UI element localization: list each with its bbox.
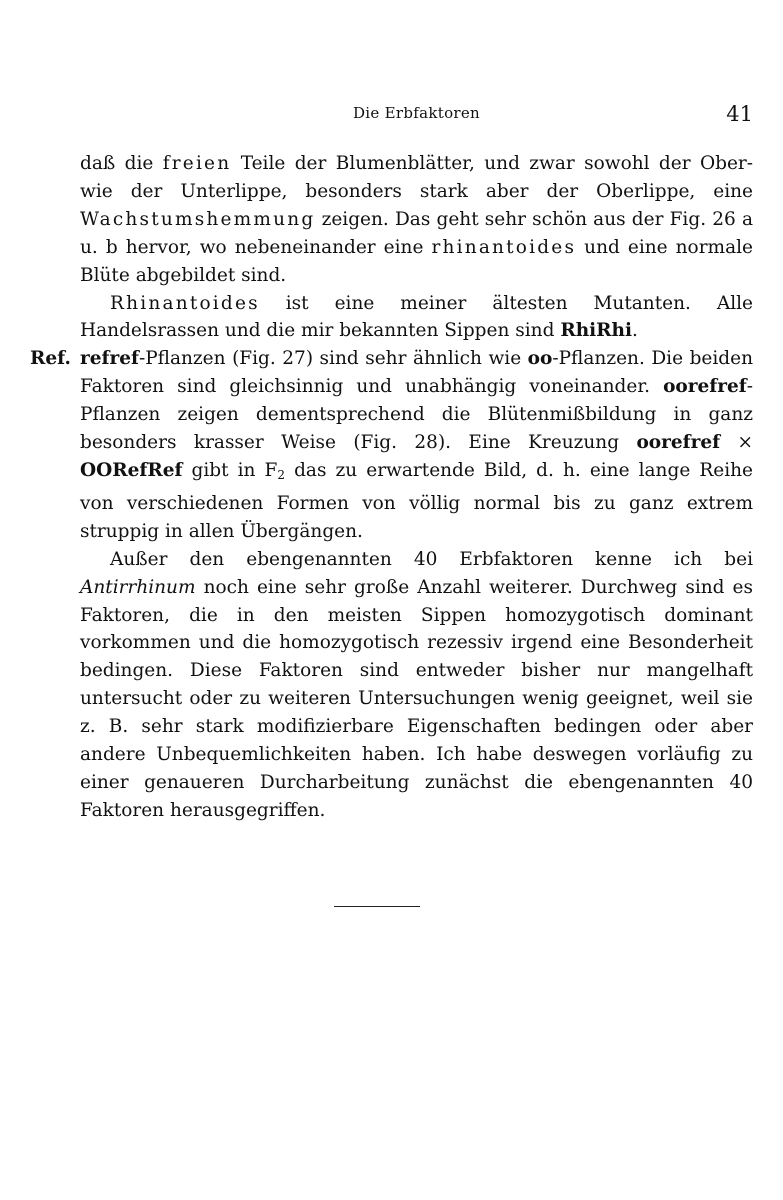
spaced-term: freien [162,153,232,174]
spaced-term: Wachstumshemmung [80,208,316,230]
text-run: daß die [80,153,163,174]
text-run: Teile der Blumenblätter, und zwar sowohl der Ober- wie der Unterlippe, besonders stark aber der Oberlippe, eine [80,153,753,202]
text-run: gibt in F [182,459,278,481]
text-run: das zu erwartende Bild, d. h. eine lange Reihe von verschiedenen Formen von völlig normal bis zu ganz extrem struppig in allen Übergängen. [80,459,753,542]
end-rule [334,906,420,907]
cross-sign: × [720,432,753,454]
text-run: -Pflanzen zeigen dementsprechend die Blütenmißbildung in ganz besonders krasser Weise (Fig. 28). Eine Kreuzung [80,376,753,454]
paragraph-2 [80,290,753,346]
body-text [30,150,753,825]
text-run: noch eine sehr große Anzahl weiterer. Durchweg sind es Faktoren, die in den meisten Sippen homozygotisch dominant vorkommen und die homozygotisch rezessiv irgend eine Besonderheit bedingen. Diese Faktoren sind entweder bisher nur mangelhaft untersucht oder zu weiteren Untersuchungen wenig geeignet, weil sie z. B. sehr stark modifizierbare Eigenschaften bedingen oder aber andere Unbequemlichkeiten haben. Ich habe deswegen vorläufig zu einer genaueren Durcharbeitung zunächst die ebengenannten 40 Faktoren herausgegriffen. [80,576,753,821]
subscript: 2 [277,467,286,482]
spaced-term: rhinantoides [431,236,577,258]
paragraph-3 [80,345,753,545]
text-run: -Pflanzen. Die beiden Faktoren sind gleichsinnig und unabhängig voneinander. [80,348,753,398]
page-number: 41 [726,102,753,126]
text-run: und eine normale Blüte abgebildet sind. [80,236,753,286]
genus-name: Antirrhinum [80,576,196,598]
text-run: -Pflanzen (Fig. 27) sind sehr ähnlich wie [138,348,528,370]
running-head [80,104,753,130]
gene-symbol: refref [80,348,139,370]
paragraph-1 [80,150,753,290]
ref-section [30,345,753,545]
text-run: zeigen. Das geht sehr schön aus der Fig. 26 a u. b hervor, wo nebeneinander eine [80,208,753,258]
margin-label: Ref. [30,348,71,370]
spaced-term: Rhinantoides [110,292,260,314]
running-title: Die Erbfaktoren [352,104,481,122]
gene-symbol: RhiRhi [560,320,633,342]
text-run: . [632,320,638,342]
gene-symbol: oorefref [636,432,721,454]
gene-symbol: oorefref [663,376,747,398]
text-run: Außer den ebengenannten 40 Erbfaktoren kenne ich bei [110,548,753,570]
gene-symbol: oo [527,348,553,370]
paragraph-4 [80,546,753,825]
gene-symbol: OORefRef [80,459,183,481]
text-run: ist eine meiner ältesten Mutanten. Alle Handelsrassen und die mir bekannten Sippen sind [80,292,753,342]
